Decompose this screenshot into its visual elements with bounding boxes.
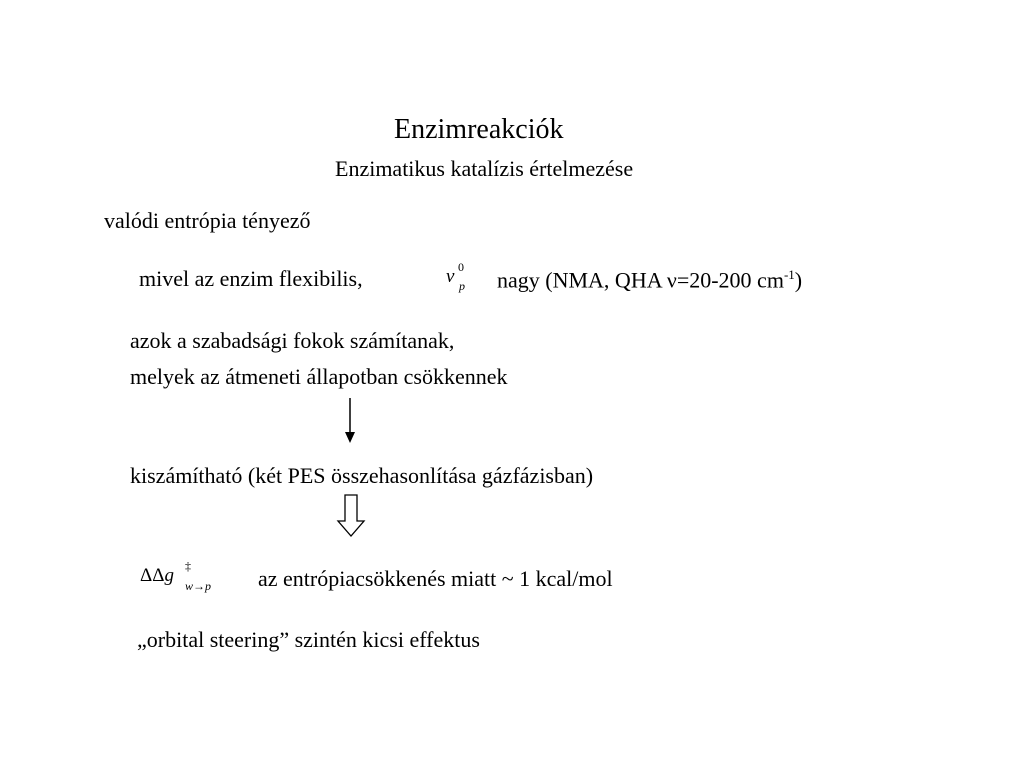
hollow-down-arrow-icon	[336, 494, 366, 538]
degrees-of-freedom-line-2: melyek az átmeneti állapotban csökkennek	[130, 364, 508, 389]
vp0-superscript: 0	[458, 260, 464, 274]
down-arrow-icon	[340, 398, 360, 444]
frequency-range-close: )	[794, 267, 803, 293]
ddg-subscript: w→p	[185, 579, 212, 593]
ddg-g: g	[164, 565, 174, 586]
degrees-of-freedom-line-1: azok a szabadsági fokok számítanak,	[130, 328, 455, 353]
ddg-superscript: ‡	[185, 559, 191, 573]
frequency-range-main: nagy (NMA, QHA ν=20-200 cm	[497, 267, 784, 293]
slide-subtitle: Enzimatikus katalízis értelmezése	[335, 156, 634, 181]
entropy-decrease-text: az entrópiacsökkenés miatt ~ 1 kcal/mol	[258, 566, 613, 591]
vp0-base: v	[446, 266, 455, 287]
frequency-range-text	[497, 268, 802, 291]
frequency-unit-exponent: -1	[783, 267, 795, 282]
slide-title: Enzimreakciók	[394, 114, 564, 145]
vp0-formula	[446, 262, 476, 296]
ddg-base	[140, 565, 174, 587]
computable-text: kiszámítható (két PES összehasonlítása gázfázisban)	[130, 463, 594, 488]
ddg-delta: ΔΔ	[140, 565, 165, 586]
orbital-steering-text: „orbital steering” szintén kicsi effektus	[137, 627, 480, 652]
vp0-subscript: p	[459, 279, 465, 293]
entropy-factor-label: valódi entrópia tényező	[104, 208, 311, 233]
delta-delta-g-formula	[140, 560, 230, 596]
flexibility-text: mivel az enzim flexibilis,	[139, 266, 363, 291]
